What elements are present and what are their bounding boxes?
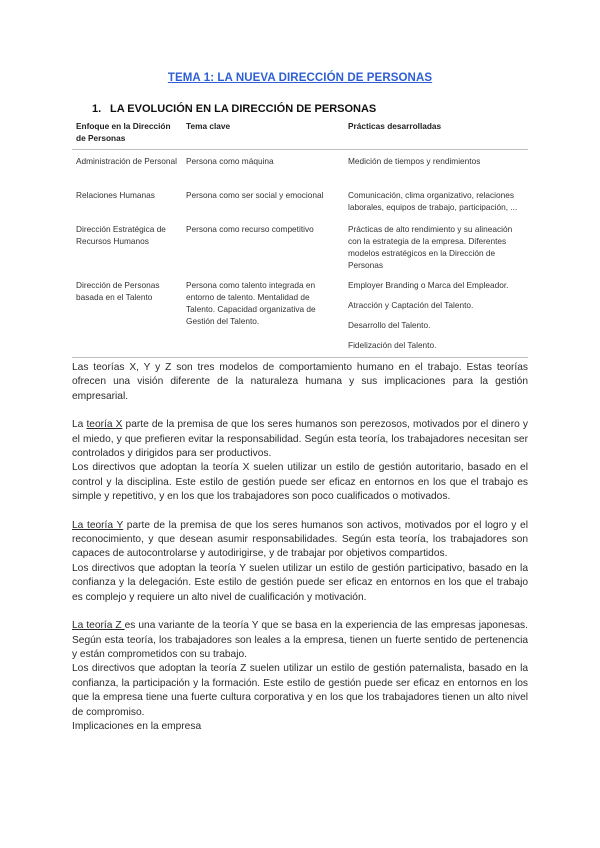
table-cell-practicas [344, 150, 528, 185]
table-header-enfoque: Enfoque en la Dirección de Personas [72, 116, 182, 150]
table-header-practicas: Prácticas desarrolladas [344, 116, 528, 150]
theory-x-directives: Los directivos que adoptan la teoría X suelen utilizar un estilo de gestión autoritario, basado en el control y la disciplina. Este estilo de gestión puede ser eficaz en entornos en los que el trabajo es simple y repetitivo, y en los que los trabajadores son poco cualificados o motivados. [72, 462, 528, 503]
theory-y-directives: Los directivos que adoptan la teoría Y suelen utilizar un estilo de gestión participativo, basado en la confianza y la delegación. Este estilo de gestión puede ser eficaz en entornos en los que el trabajo es complejo y requiere un alto nivel de cualificación y motivación. [72, 562, 528, 603]
page-title: TEMA 1: LA NUEVA DIRECCIÓN DE PERSONAS [167, 72, 433, 84]
table-row [72, 218, 528, 274]
table-header-tema: Tema clave [182, 116, 344, 150]
practica-item: Comunicación, clima organizativo, relaciones laborales, equipos de trabajo, participación, ... [348, 190, 518, 212]
theory-z-term: La teoría Z [72, 620, 125, 632]
table-cell-practicas [344, 184, 528, 218]
theory-x-text: parte de la premisa de que los seres humanos son perezosos, motivados por el dinero y el miedo, y que prefieren evitar la responsabilidad. Según esta teoría, los trabajadores necesitan ser controlados y dirigidos para ser productivos. [72, 419, 528, 460]
practica-item: Prácticas de alto rendimiento y su alineación con la estrategia de la empresa. Diferentes modelos estratégicos en la Dirección de Personas [348, 224, 513, 270]
table-row [72, 184, 528, 218]
theory-z-paragraph [72, 619, 528, 662]
intro-paragraph: Las teorías X, Y y Z son tres modelos de comportamiento humano en el trabajo. Estas teorías ofrecen una visión diferente de la naturaleza humana y sus implicaciones para la gestión empresarial. [72, 362, 528, 402]
evolution-table [72, 116, 528, 358]
table-row [72, 150, 528, 185]
practica-item: Fidelización del Talento. [348, 340, 437, 350]
theory-x-paragraph [72, 418, 528, 461]
theory-x-term: teoría X [86, 419, 123, 431]
table-cell-tema: Persona como talento integrada en entorno de talento. Mentalidad de Talento. Capacidad organizativa de Gestión del Talento. [182, 274, 344, 358]
table-cell-enfoque: Dirección Estratégica de Recursos Humanos [76, 224, 166, 246]
theory-x-lead: La [72, 419, 87, 431]
theory-y-text: parte de la premisa de que los seres humanos son activos, motivados por el logro y el reconocimiento, y que desean asumir responsabilidades. Según esta teoría, los trabajadores son capaces de autocontrolarse y autodirigirse, y de trabajar por objetivos compartidos. [72, 519, 528, 560]
closing-line: Implicaciones en la empresa [72, 720, 202, 732]
practica-item: Atracción y Captación del Talento. [348, 300, 474, 310]
practica-item: Desarrollo del Talento. [348, 320, 431, 330]
body-text [72, 361, 528, 734]
theory-z-text: es una variante de la teoría Y que se basa en la experiencia de las empresas japonesas. Según esta teoría, los trabajadores son leales a la empresa, tienen un fuerte sentido de pertenencia y están comprometidos con su trabajo. [72, 620, 528, 660]
table-cell-enfoque: Administración de Personal [76, 156, 177, 166]
table-cell-tema: Persona como recurso competitivo [186, 224, 314, 234]
section-number: 1. [92, 103, 102, 115]
table-cell-practicas [344, 274, 528, 358]
table-cell-enfoque: Relaciones Humanas [76, 190, 155, 200]
table-cell-practicas [344, 218, 528, 274]
section-heading-text: LA EVOLUCIÓN EN LA DIRECCIÓN DE PERSONAS [110, 103, 377, 115]
section-heading [92, 103, 376, 115]
theory-y-paragraph [72, 519, 528, 562]
table-cell-enfoque: Dirección de Personas basada en el Talento [72, 274, 182, 358]
table-header-row [72, 116, 528, 150]
theory-z-directives: Los directivos que adoptan la teoría Z suelen utilizar un estilo de gestión paternalista, basado en la confianza, la participación y la formación. Este estilo de gestión puede ser eficaz en entornos en los que la empresa tiene una fuerte cultura corporativa y en los que los trabajadores tienen un alto nivel de compromiso. [72, 663, 528, 718]
practica-item: Employer Branding o Marca del Empleador. [348, 280, 509, 290]
table-cell-tema: Persona como ser social y emocional [186, 190, 324, 200]
practica-item: Medición de tiempos y rendimientos [348, 156, 481, 166]
theory-y-term: La teoría Y [72, 519, 124, 531]
table-cell-tema: Persona como máquina [186, 156, 274, 166]
table-row [72, 274, 528, 358]
